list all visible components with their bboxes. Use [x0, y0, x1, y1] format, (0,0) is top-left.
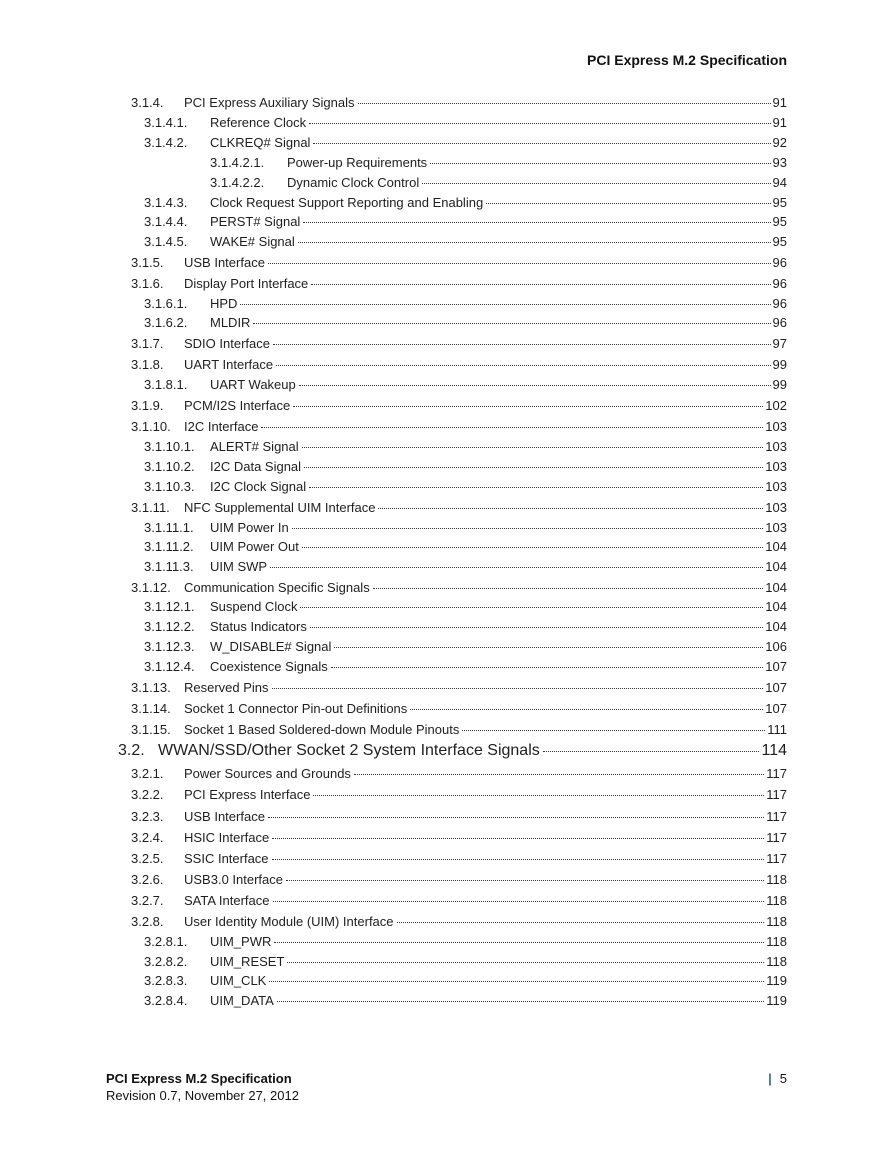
- toc-dot-leader: [303, 221, 770, 223]
- toc-entry[interactable]: [0, 437, 893, 457]
- toc-entry-title: USB3.0 Interface: [184, 872, 283, 887]
- footer-separator: |: [768, 1071, 772, 1086]
- footer-page-number: [768, 1071, 787, 1086]
- toc-entry-page: 117: [766, 766, 787, 781]
- toc-entry-title: Communication Specific Signals: [184, 580, 370, 595]
- toc-entry[interactable]: [0, 932, 893, 952]
- toc-dot-leader: [292, 527, 764, 529]
- toc-entry-page: 118: [766, 914, 787, 929]
- toc-entry-page: 103: [765, 419, 787, 434]
- toc-dot-leader: [410, 708, 763, 710]
- toc-dot-leader: [253, 322, 770, 324]
- toc-dot-leader: [273, 900, 765, 902]
- toc-entry-page: 96: [772, 255, 787, 270]
- toc-entry-title: USB Interface: [184, 809, 265, 824]
- toc-entry-number: 3.1.12.4.: [144, 659, 195, 674]
- toc-entry[interactable]: [0, 785, 893, 805]
- toc-entry[interactable]: [0, 891, 893, 911]
- toc-entry-page: 103: [765, 459, 787, 474]
- toc-entry-title: UIM Power Out: [210, 539, 299, 554]
- toc-entry[interactable]: [0, 457, 893, 477]
- toc-dot-leader: [334, 646, 763, 648]
- toc-entry[interactable]: [0, 699, 893, 719]
- toc-entry-number: 3.1.10.1.: [144, 439, 195, 454]
- toc-dot-leader: [397, 921, 765, 923]
- toc-entry-title: I2C Data Signal: [210, 459, 302, 474]
- toc-entry-number: 3.1.11.3.: [144, 559, 194, 574]
- toc-entry-page: 103: [765, 479, 787, 494]
- toc-entry-page: 95: [772, 195, 787, 210]
- toc-entry-number: 3.1.15.: [131, 722, 171, 737]
- toc-entry-page: 118: [766, 954, 787, 969]
- toc-entry-page: 118: [766, 893, 787, 908]
- toc-entry-number: 3.1.12.3.: [144, 639, 195, 654]
- toc-entry-page: 103: [765, 439, 787, 454]
- toc-entry-title: USB Interface: [184, 255, 265, 270]
- toc-entry-title: W_DISABLE# Signal: [210, 639, 332, 654]
- toc-entry-page: 95: [772, 214, 787, 229]
- toc-entry-page: 96: [772, 276, 787, 291]
- toc-entry[interactable]: [0, 173, 893, 193]
- toc-entry[interactable]: [0, 807, 893, 827]
- toc-entry[interactable]: [0, 741, 893, 761]
- toc-entry[interactable]: [0, 133, 893, 153]
- toc-dot-leader: [299, 384, 771, 386]
- toc-entry-page: 117: [766, 809, 787, 824]
- toc-entry-number: 3.1.11.2.: [144, 539, 194, 554]
- toc-entry-page: 107: [765, 659, 787, 674]
- toc-dot-leader: [309, 122, 770, 124]
- toc-dot-leader: [274, 941, 764, 943]
- toc-entry-number: 3.1.12.2.: [144, 619, 195, 634]
- toc-entry[interactable]: [0, 952, 893, 972]
- toc-entry-number: 3.1.4.5.: [144, 234, 188, 249]
- toc-entry-page: 91: [772, 115, 787, 130]
- toc-entry-page: 103: [765, 500, 787, 515]
- page-header-title: PCI Express M.2 Specification: [587, 52, 787, 68]
- toc-entry-title: PCI Express Interface: [184, 787, 311, 802]
- toc-entry[interactable]: [0, 396, 893, 416]
- footer-title: PCI Express M.2 Specification: [106, 1071, 292, 1086]
- toc-entry-number: 3.1.14.: [131, 701, 171, 716]
- toc-entry-number: 3.1.10.3.: [144, 479, 195, 494]
- toc-entry[interactable]: [0, 657, 893, 677]
- toc-entry-page: 118: [766, 872, 787, 887]
- toc-entry-number: 3.1.8.: [131, 357, 164, 372]
- toc-entry-number: 3.2.8.1.: [144, 934, 188, 949]
- toc-entry-page: 96: [772, 315, 787, 330]
- toc-entry-number: 3.1.4.2.2.: [210, 175, 265, 190]
- toc-entry[interactable]: [0, 313, 893, 333]
- toc-entry-page: 111: [767, 722, 787, 737]
- toc-entry-page: 114: [761, 742, 787, 759]
- toc-entry-title: Suspend Clock: [210, 599, 298, 614]
- toc-entry[interactable]: [0, 93, 893, 113]
- toc-entry-title: UIM_DATA: [210, 993, 274, 1008]
- toc-entry-title: Coexistence Signals: [210, 659, 328, 674]
- toc-entry-number: 3.1.6.: [131, 276, 164, 291]
- toc-entry-number: 3.1.12.1.: [144, 599, 195, 614]
- toc-dot-leader: [286, 879, 764, 881]
- toc-dot-leader: [309, 486, 763, 488]
- toc-entry-page: 91: [772, 95, 787, 110]
- toc-dot-leader: [313, 142, 770, 144]
- toc-entry-title: UART Wakeup: [210, 377, 296, 392]
- toc-entry-title: CLKREQ# Signal: [210, 135, 311, 150]
- toc-entry-number: 3.1.12.: [131, 580, 171, 595]
- toc-entry[interactable]: [0, 720, 893, 740]
- toc-entry-page: 99: [772, 357, 787, 372]
- toc-entry-page: 118: [766, 934, 787, 949]
- toc-entry[interactable]: [0, 637, 893, 657]
- toc-entry[interactable]: [0, 849, 893, 869]
- toc-entry-number: 3.2.8.2.: [144, 954, 188, 969]
- toc-dot-leader: [277, 1000, 764, 1002]
- toc-entry-number: 3.2.4.: [131, 830, 164, 845]
- toc-dot-leader: [354, 773, 764, 775]
- toc-entry-title: Clock Request Support Reporting and Enabling: [210, 195, 484, 210]
- toc-entry-title: I2C Interface: [184, 419, 259, 434]
- toc-dot-leader: [276, 364, 770, 366]
- toc-dot-leader: [272, 687, 764, 689]
- toc-entry-title: Reference Clock: [210, 115, 307, 130]
- toc-entry-number: 3.1.4.: [131, 95, 164, 110]
- toc-entry-number: 3.1.11.1.: [144, 520, 194, 535]
- toc-entry-number: 3.1.6.2.: [144, 315, 188, 330]
- toc-entry-page: 119: [766, 973, 787, 988]
- toc-entry-title: Socket 1 Based Soldered-down Module Pinouts: [184, 722, 460, 737]
- toc-entry-number: 3.2.7.: [131, 893, 164, 908]
- toc-dot-leader: [272, 837, 764, 839]
- toc-entry-page: 107: [765, 701, 787, 716]
- toc-dot-leader: [287, 961, 764, 963]
- toc-entry-title: Power-up Requirements: [287, 155, 428, 170]
- page-number: 5: [779, 1071, 787, 1086]
- toc-entry-title: Status Indicators: [210, 619, 307, 634]
- toc-dot-leader: [298, 241, 771, 243]
- toc-entry-number: 3.1.6.1.: [144, 296, 188, 311]
- toc-entry-title: UIM Power In: [210, 520, 289, 535]
- toc-dot-leader: [302, 546, 763, 548]
- toc-entry-title: UIM_CLK: [210, 973, 267, 988]
- toc-entry-number: 3.1.9.: [131, 398, 164, 413]
- toc-entry-page: 92: [772, 135, 787, 150]
- toc-entry-title: MLDIR: [210, 315, 251, 330]
- toc-entry-number: 3.1.4.1.: [144, 115, 188, 130]
- toc-entry-page: 102: [765, 398, 787, 413]
- toc-entry[interactable]: [0, 477, 893, 497]
- toc-entry[interactable]: [0, 537, 893, 557]
- toc-entry-title: UIM_RESET: [210, 954, 285, 969]
- toc-entry-page: 104: [765, 580, 787, 595]
- toc-entry-number: 3.2.5.: [131, 851, 164, 866]
- toc-entry-number: 3.1.10.: [131, 419, 171, 434]
- toc-dot-leader: [300, 606, 763, 608]
- toc-entry[interactable]: [0, 617, 893, 637]
- toc-entry[interactable]: [0, 375, 893, 395]
- toc-entry[interactable]: [0, 355, 893, 375]
- toc-dot-leader: [270, 566, 763, 568]
- toc-entry-title: Dynamic Clock Control: [287, 175, 420, 190]
- toc-entry[interactable]: [0, 417, 893, 437]
- toc-dot-leader: [486, 202, 770, 204]
- toc-dot-leader: [358, 102, 771, 104]
- toc-dot-leader: [240, 303, 770, 305]
- toc-dot-leader: [269, 980, 764, 982]
- footer-revision: Revision 0.7, November 27, 2012: [106, 1088, 299, 1103]
- toc-dot-leader: [331, 666, 764, 668]
- toc-entry[interactable]: [0, 274, 893, 294]
- toc-entry-title: User Identity Module (UIM) Interface: [184, 914, 394, 929]
- toc-entry-page: 99: [772, 377, 787, 392]
- toc-entry-title: I2C Clock Signal: [210, 479, 307, 494]
- toc-entry-page: 104: [765, 559, 787, 574]
- toc-entry[interactable]: [0, 212, 893, 232]
- toc-entry[interactable]: [0, 578, 893, 598]
- toc-entry-title: SDIO Interface: [184, 336, 270, 351]
- toc-entry-number: 3.1.8.1.: [144, 377, 188, 392]
- toc-entry-title: Display Port Interface: [184, 276, 309, 291]
- toc-dot-leader: [268, 262, 771, 264]
- toc-entry-number: 3.1.4.3.: [144, 195, 188, 210]
- toc-dot-leader: [373, 587, 764, 589]
- toc-dot-leader: [310, 626, 763, 628]
- toc-entry-title: UIM SWP: [210, 559, 268, 574]
- toc-entry-number: 3.1.13.: [131, 680, 171, 695]
- toc-entry-page: 103: [765, 520, 787, 535]
- toc-entry[interactable]: [0, 253, 893, 273]
- toc-entry-number: 3.2.: [118, 742, 145, 759]
- toc-dot-leader: [430, 162, 770, 164]
- toc-entry-page: 96: [772, 296, 787, 311]
- toc-entry-number: 3.2.8.: [131, 914, 164, 929]
- toc-entry-title: NFC Supplemental UIM Interface: [184, 500, 376, 515]
- toc-entry-title: SSIC Interface: [184, 851, 269, 866]
- toc-entry[interactable]: [0, 498, 893, 518]
- toc-entry-title: WAKE# Signal: [210, 234, 295, 249]
- toc-entry-number: 3.2.3.: [131, 809, 164, 824]
- toc-entry[interactable]: [0, 971, 893, 991]
- toc-entry-number: 3.1.10.2.: [144, 459, 195, 474]
- toc-entry-page: 94: [772, 175, 787, 190]
- toc-entry[interactable]: [0, 334, 893, 354]
- toc-entry[interactable]: [0, 597, 893, 617]
- toc-dot-leader: [293, 405, 763, 407]
- toc-entry-page: 93: [772, 155, 787, 170]
- toc-entry-page: 97: [772, 336, 787, 351]
- toc-entry-number: 3.1.4.2.: [144, 135, 188, 150]
- toc-entry-number: 3.1.5.: [131, 255, 164, 270]
- toc-entry-page: 117: [766, 787, 787, 802]
- toc-entry[interactable]: [0, 193, 893, 213]
- toc-entry-number: 3.2.6.: [131, 872, 164, 887]
- toc-dot-leader: [311, 283, 770, 285]
- toc-entry-page: 104: [765, 619, 787, 634]
- toc-dot-leader: [268, 816, 764, 818]
- toc-dot-leader: [272, 858, 765, 860]
- toc-entry[interactable]: [0, 153, 893, 173]
- toc-entry-number: 3.1.11.: [131, 500, 170, 515]
- toc-entry-title: Socket 1 Connector Pin-out Definitions: [184, 701, 408, 716]
- toc-dot-leader: [313, 794, 764, 796]
- toc-entry-title: PCI Express Auxiliary Signals: [184, 95, 355, 110]
- toc-entry[interactable]: [0, 294, 893, 314]
- toc-entry-title: Power Sources and Grounds: [184, 766, 351, 781]
- toc-entry-page: 117: [766, 851, 787, 866]
- toc-entry-page: 95: [772, 234, 787, 249]
- toc-entry-page: 117: [766, 830, 787, 845]
- toc-dot-leader: [422, 182, 770, 184]
- toc-entry-title: WWAN/SSD/Other Socket 2 System Interface Signals: [158, 742, 540, 759]
- toc-entry-number: 3.1.4.2.1.: [210, 155, 265, 170]
- toc-entry-title: ALERT# Signal: [210, 439, 299, 454]
- toc-dot-leader: [543, 750, 760, 752]
- toc-entry-title: PERST# Signal: [210, 214, 301, 229]
- toc-entry-number: 3.1.4.4.: [144, 214, 188, 229]
- toc-dot-leader: [261, 426, 763, 428]
- toc-entry[interactable]: [0, 991, 893, 1011]
- toc-entry-page: 119: [766, 993, 787, 1008]
- toc-entry[interactable]: [0, 764, 893, 784]
- toc-entry[interactable]: [0, 912, 893, 932]
- toc-entry[interactable]: [0, 518, 893, 538]
- toc-dot-leader: [462, 729, 765, 731]
- toc-entry-number: 3.2.1.: [131, 766, 164, 781]
- toc-entry-page: 106: [765, 639, 787, 654]
- toc-dot-leader: [302, 446, 764, 448]
- toc-entry[interactable]: [0, 678, 893, 698]
- toc-entry-page: 104: [765, 539, 787, 554]
- toc-entry-title: Reserved Pins: [184, 680, 269, 695]
- toc-entry-title: UIM_PWR: [210, 934, 272, 949]
- toc-entry-number: 3.2.2.: [131, 787, 164, 802]
- toc-entry-number: 3.2.8.3.: [144, 973, 188, 988]
- toc-entry-page: 104: [765, 599, 787, 614]
- toc-dot-leader: [378, 507, 763, 509]
- toc-entry-number: 3.2.8.4.: [144, 993, 188, 1008]
- toc-entry[interactable]: [0, 113, 893, 133]
- toc-entry-title: UART Interface: [184, 357, 274, 372]
- toc-entry[interactable]: [0, 870, 893, 890]
- toc-entry-title: PCM/I2S Interface: [184, 398, 291, 413]
- toc-entry-title: HPD: [210, 296, 238, 311]
- toc-entry[interactable]: [0, 828, 893, 848]
- toc-dot-leader: [273, 343, 771, 345]
- toc-entry-number: 3.1.7.: [131, 336, 164, 351]
- toc-entry-title: SATA Interface: [184, 893, 270, 908]
- toc-entry-page: 107: [765, 680, 787, 695]
- toc-entry[interactable]: [0, 557, 893, 577]
- toc-dot-leader: [304, 466, 763, 468]
- toc-entry-title: HSIC Interface: [184, 830, 270, 845]
- toc-entry[interactable]: [0, 232, 893, 252]
